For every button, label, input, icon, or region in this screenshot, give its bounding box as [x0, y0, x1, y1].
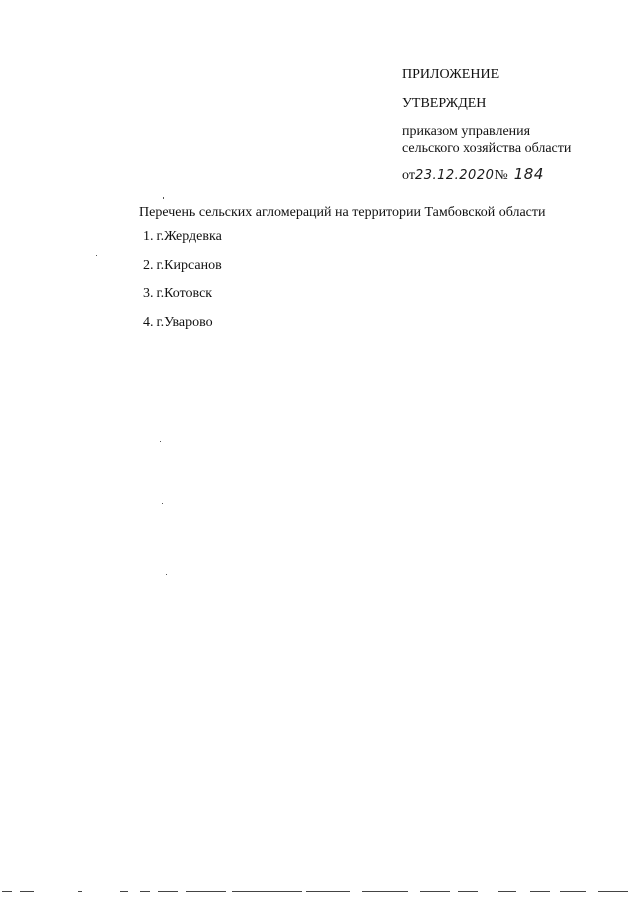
scan-speck — [166, 574, 167, 575]
scan-dash — [530, 891, 550, 892]
scan-dash — [20, 891, 34, 892]
scan-dash — [306, 891, 350, 892]
scan-dash — [362, 891, 408, 892]
date-prefix: от — [402, 168, 415, 183]
scan-edge-dashes — [0, 891, 640, 893]
number-sign: № — [494, 168, 508, 183]
scan-dash — [2, 891, 12, 892]
handwritten-date: 23.12.2020 — [414, 168, 495, 183]
list-item-name: г.Жердевка — [156, 229, 222, 244]
list-item — [143, 228, 222, 257]
list-item-name: г.Кирсанов — [156, 257, 222, 273]
scan-speck — [163, 197, 164, 199]
scan-dash — [420, 891, 450, 892]
list-item-number: 4. — [143, 314, 154, 330]
scan-dash — [560, 891, 586, 892]
scan-dash — [598, 891, 628, 892]
list-item-number: 1. — [143, 229, 154, 244]
scan-dash — [120, 891, 128, 892]
scan-speck — [160, 441, 161, 442]
appendix-heading: ПРИЛОЖЕНИЕ — [402, 67, 500, 82]
list-item-name: г.Уварово — [156, 314, 213, 330]
scan-speck — [96, 255, 97, 256]
scan-dash — [78, 891, 82, 892]
list-item — [143, 314, 222, 343]
list-item-number: 2. — [143, 257, 154, 273]
order-basis-line-2: сельского хозяйства области — [402, 141, 572, 156]
scan-dash — [232, 891, 302, 892]
order-basis-line-1: приказом управления — [402, 124, 531, 139]
approval-block — [402, 66, 632, 184]
handwritten-order-number: 184 — [513, 165, 544, 183]
scan-dash — [186, 891, 226, 892]
scan-speck — [162, 503, 163, 504]
scan-dash — [498, 891, 516, 892]
order-date-number — [402, 165, 632, 184]
scan-dash — [158, 891, 178, 892]
list-item-name: г.Котовск — [156, 286, 213, 301]
approved-label: УТВЕРЖДЕН — [402, 96, 487, 111]
scan-dash — [140, 891, 150, 892]
list-item — [143, 285, 222, 314]
list-item-number: 3. — [143, 286, 154, 301]
scan-dash — [458, 891, 478, 892]
agglomeration-list — [143, 228, 222, 342]
document-title: Перечень сельских агломераций на территории Тамбовской области — [139, 205, 546, 220]
list-item — [143, 257, 222, 286]
